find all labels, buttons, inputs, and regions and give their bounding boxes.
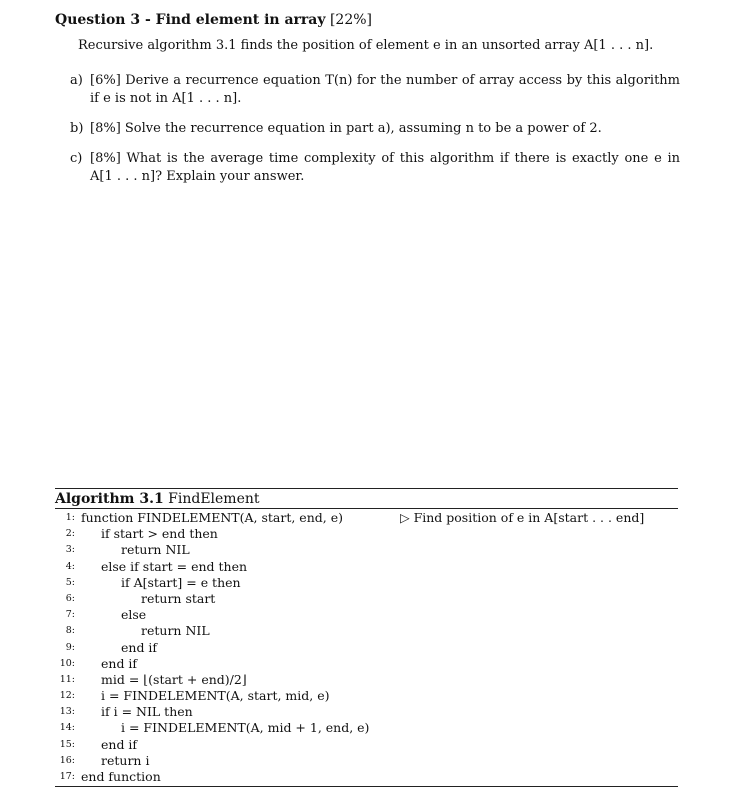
line-code: else — [121, 607, 147, 623]
algorithm-caption — [55, 489, 678, 508]
line-number: 5: — [65, 576, 75, 588]
algorithm-line — [55, 526, 678, 542]
question-part-a — [70, 72, 680, 108]
part-text: [6%] Derive a recurrence equation T(n) for the number of array access by this algorithm if e is not in A[1 . . . n]. — [90, 73, 680, 106]
line-number: 11: — [59, 673, 75, 685]
algorithm-line — [55, 753, 678, 769]
line-number: 10: — [59, 657, 75, 669]
algorithm-line — [55, 688, 678, 704]
algorithm-block — [55, 488, 678, 787]
line-code: mid = ⌊(start + end)/2⌋ — [101, 671, 247, 687]
line-code: i = FINDELEMENT(A, mid + 1, end, e) — [121, 720, 370, 736]
line-number: 16: — [59, 754, 75, 766]
question-title: Question 3 - Find element in array — [55, 12, 326, 28]
algorithm-label: Algorithm 3.1 — [55, 491, 164, 507]
algorithm-line — [55, 559, 678, 575]
line-code: if A[start] = e then — [121, 574, 241, 590]
line-code: end function — [81, 769, 161, 784]
algorithm-line — [55, 607, 678, 623]
part-marker: a) — [70, 73, 83, 88]
line-code: end if — [101, 655, 138, 671]
line-code: if start > end then — [101, 526, 218, 542]
line-code: return i — [101, 752, 150, 768]
line-number: 12: — [59, 690, 75, 702]
line-code: return NIL — [141, 623, 210, 639]
algorithm-line — [55, 737, 678, 753]
line-code: i = FINDELEMENT(A, start, mid, e) — [101, 688, 330, 704]
part-text: [8%] Solve the recurrence equation in part a), assuming n to be a power of 2. — [90, 121, 602, 136]
part-marker: c) — [70, 151, 83, 166]
algorithm-line — [55, 720, 678, 736]
line-number: 9: — [65, 641, 75, 653]
question-intro: Recursive algorithm 3.1 finds the position of element e in an unsorted array A[1 . . . n]. — [78, 38, 654, 53]
algorithm-line — [55, 591, 678, 607]
line-code: end if — [121, 639, 158, 655]
algorithm-line — [55, 510, 678, 526]
line-number: 2: — [65, 528, 75, 540]
algorithm-line — [55, 575, 678, 591]
question-part-b — [70, 120, 680, 138]
part-text: [8%] What is the average time complexity of this algorithm if there is exactly one e in A[1 . . . n]? Explain your answer. — [90, 151, 680, 184]
algorithm-line — [55, 672, 678, 688]
line-number: 17: — [59, 771, 75, 782]
line-code: return start — [141, 590, 216, 606]
question-part-c — [70, 150, 680, 186]
part-marker: b) — [70, 121, 84, 136]
algorithm-line — [55, 656, 678, 672]
line-number: 1: — [65, 512, 75, 523]
line-number: 3: — [65, 544, 75, 556]
algorithm-line — [55, 542, 678, 558]
algorithm-lines — [55, 509, 678, 786]
line-number: 4: — [65, 560, 75, 572]
line-code: return NIL — [121, 542, 190, 558]
line-code: end if — [101, 736, 138, 752]
line-code: if i = NIL then — [101, 704, 193, 720]
algorithm-line — [55, 769, 678, 785]
line-number: 14: — [59, 722, 75, 734]
line-code: function FINDELEMENT(A, start, end, e) — [81, 510, 343, 525]
line-number: 8: — [65, 625, 75, 637]
line-code: else if start = end then — [101, 558, 248, 574]
algorithm-line — [55, 640, 678, 656]
question-weight: [22%] — [329, 12, 373, 28]
line-number: 6: — [65, 592, 75, 604]
algorithm-line — [55, 704, 678, 720]
algorithm-line — [55, 623, 678, 639]
line-number: 13: — [59, 706, 75, 718]
algorithm-comment: ▷ Find position of e in A[start . . . end] — [400, 510, 645, 525]
line-number: 7: — [65, 609, 75, 621]
algorithm-name: FindElement — [168, 491, 260, 507]
line-number: 15: — [59, 738, 75, 750]
question-heading — [55, 12, 372, 28]
algorithm-bottom-rule — [55, 786, 678, 787]
